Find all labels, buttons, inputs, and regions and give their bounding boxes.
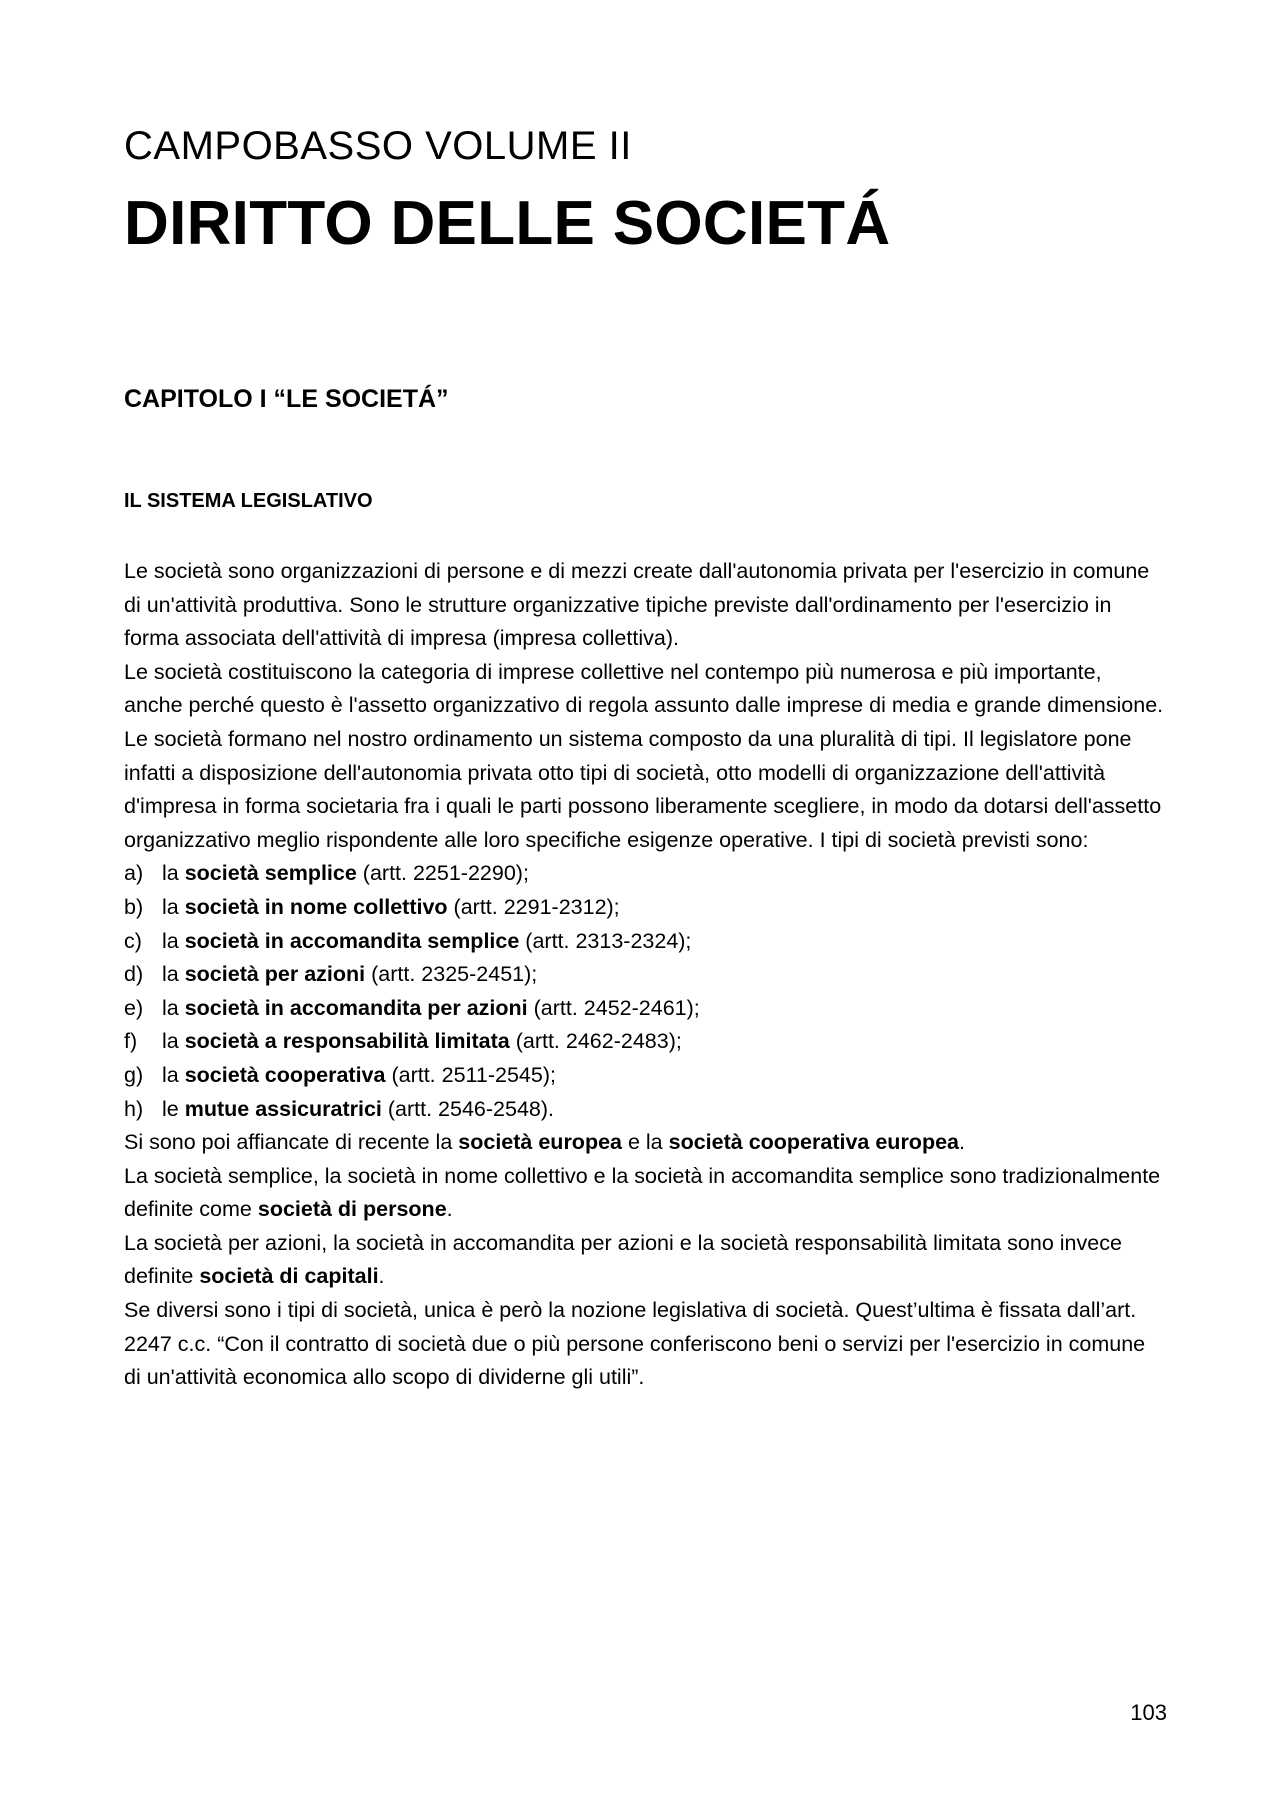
list-item bbox=[124, 958, 1164, 992]
list-item-term: società in accomandita per azioni bbox=[184, 995, 528, 1020]
text-run: Si sono poi affiancate di recente la bbox=[124, 1130, 459, 1155]
chapter-title: CAPITOLO I “LE SOCIETÁ” bbox=[124, 385, 449, 413]
section-title: IL SISTEMA LEGISLATIVO bbox=[124, 490, 373, 512]
text-run: . bbox=[959, 1130, 965, 1155]
page-number: 103 bbox=[1130, 1700, 1167, 1725]
list-item-refs: (artt. 2313-2324); bbox=[519, 928, 692, 953]
volume-title: CAMPOBASSO VOLUME II bbox=[124, 124, 632, 168]
list-item bbox=[124, 1093, 1164, 1127]
list-item-refs: (artt. 2251-2290); bbox=[356, 861, 529, 886]
list-marker: f) bbox=[124, 1029, 138, 1054]
paragraph bbox=[124, 1160, 1164, 1227]
bold-term: società di capitali bbox=[199, 1264, 379, 1289]
list-marker: a) bbox=[124, 861, 144, 886]
list-item-prefix: la bbox=[162, 861, 185, 886]
list-marker: g) bbox=[124, 1062, 144, 1087]
list-item bbox=[124, 925, 1164, 959]
list-item-prefix: le bbox=[162, 1096, 185, 1121]
list-item-refs: (artt. 2511-2545); bbox=[385, 1062, 556, 1087]
list-item-prefix: la bbox=[162, 894, 185, 919]
paragraph: Se diversi sono i tipi di società, unica è però la nozione legislativa di società. Quest’ultima è fissata dall’art. 2247 c.c. “Con il contratto di società due o più persone conferiscono beni o servizi per l'esercizio in comune di un'attività economica allo scopo di dividerne gli utili”. bbox=[124, 1298, 1146, 1390]
list-item bbox=[124, 857, 1164, 891]
paragraph: Le società costituiscono la categoria di imprese collettive nel contempo più numerosa e più importante, anche perché questo è l'assetto organizzativo di regola assunto dalle imprese di media e grande dimensione. bbox=[124, 659, 1164, 718]
paragraph: Le società formano nel nostro ordinamento un sistema composto da una pluralità di tipi. Il legislatore pone infatti a disposizione dell'autonomia privata otto tipi di società, otto modelli di organizzazione dell'attività d'impresa in forma societaria fra i quali le parti possono liberamente scegliere, in modo da dotarsi dell'assetto organizzativo meglio rispondente alle loro specifiche esigenze operative. I tipi di società previsti sono: bbox=[124, 726, 1162, 852]
list-item-refs: (artt. 2452-2461); bbox=[527, 995, 700, 1020]
list-marker: h) bbox=[124, 1096, 144, 1121]
list-item-refs: (artt. 2546-2548). bbox=[381, 1096, 554, 1121]
list-item-term: società a responsabilità limitata bbox=[184, 1029, 510, 1054]
list-item-prefix: la bbox=[162, 928, 185, 953]
paragraph: Le società sono organizzazioni di persone e di mezzi create dall'autonomia privata per l'esercizio in comune di un'attività produttiva. Sono le strutture organizzative tipiche previste dall'ordinamento per l'esercizio in forma associata dell'attività di impresa (impresa collettiva). bbox=[124, 559, 1150, 651]
list-item-prefix: la bbox=[162, 962, 185, 987]
text-run: . bbox=[378, 1264, 385, 1289]
paragraph bbox=[124, 1227, 1164, 1294]
list-marker: e) bbox=[124, 995, 144, 1020]
list-item-prefix: la bbox=[162, 1029, 185, 1054]
list-item-prefix: la bbox=[162, 1062, 185, 1087]
list-item-term: società in accomandita semplice bbox=[184, 928, 520, 953]
list-item-term: società in nome collettivo bbox=[184, 894, 448, 919]
list-marker: c) bbox=[124, 928, 142, 953]
text-run: La società semplice, la società in nome collettivo e la società in accomandita semplice sono tradizionalmente definite come bbox=[124, 1163, 1161, 1222]
body-text bbox=[124, 555, 1164, 1395]
list-item bbox=[124, 1025, 1164, 1059]
list-item-refs: (artt. 2325-2451); bbox=[365, 962, 538, 987]
company-types-list bbox=[124, 857, 1164, 1126]
list-item bbox=[124, 992, 1164, 1026]
list-item-refs: (artt. 2291-2312); bbox=[447, 894, 620, 919]
main-title: DIRITTO DELLE SOCIETÁ bbox=[124, 189, 891, 258]
text-run: e la bbox=[622, 1130, 669, 1155]
bold-term: società europea bbox=[458, 1130, 622, 1155]
list-item-term: mutue assicuratrici bbox=[184, 1096, 382, 1121]
text-run: . bbox=[446, 1197, 453, 1222]
list-item-term: società per azioni bbox=[184, 962, 366, 987]
list-item-refs: (artt. 2462-2483); bbox=[509, 1029, 682, 1054]
list-item-prefix: la bbox=[162, 995, 185, 1020]
bold-term: società cooperativa europea bbox=[668, 1130, 959, 1155]
list-marker: d) bbox=[124, 962, 144, 987]
list-item-term: società cooperativa bbox=[184, 1062, 386, 1087]
list-item bbox=[124, 891, 1164, 925]
list-marker: b) bbox=[124, 894, 144, 919]
list-item bbox=[124, 1059, 1164, 1093]
paragraph bbox=[124, 1126, 1164, 1160]
list-item-term: società semplice bbox=[184, 861, 357, 886]
text-run: La società per azioni, la società in accomandita per azioni e la società responsabilità limitata sono invece definite bbox=[124, 1230, 1122, 1289]
bold-term: società di persone bbox=[257, 1197, 447, 1222]
